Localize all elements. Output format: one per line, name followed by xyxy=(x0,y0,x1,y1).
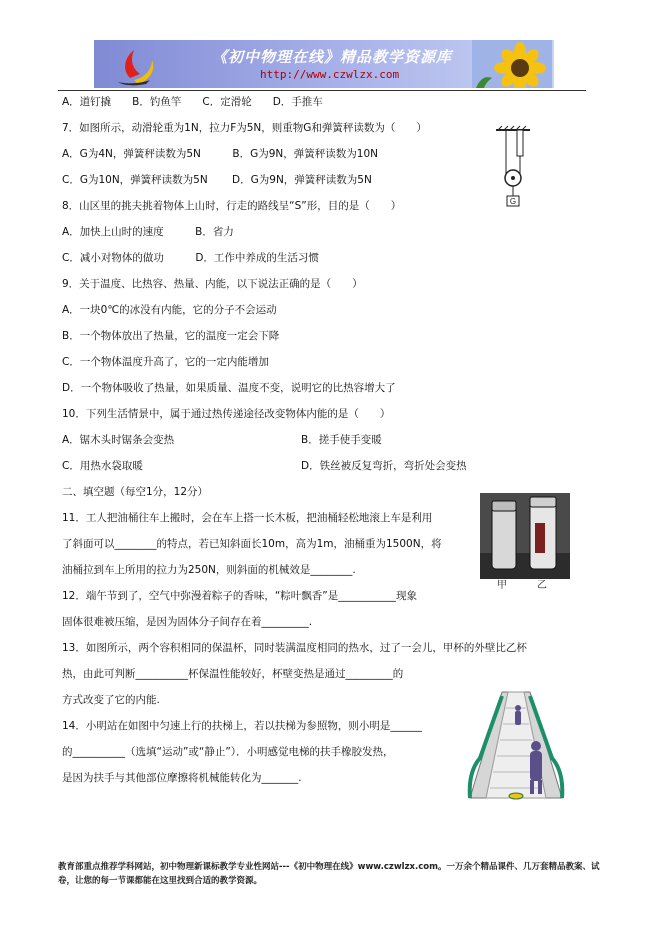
cup-label-jia: 甲 xyxy=(497,580,507,589)
escalator-illustration xyxy=(466,688,566,804)
header-rule xyxy=(58,90,586,91)
q10-option-a: A．锯木头时锯条会变热 xyxy=(62,434,175,446)
q14-line2: 的__________（选填“运动”或“静止”）．小明感觉电梯的扶手橡胶发热， xyxy=(62,746,394,758)
q6-options: A．道钉撬 B．钓鱼竿 C．定滑轮 D．手推车 xyxy=(62,96,323,108)
q12-line1: 12．端午节到了，空气中弥漫着粽子的香味，“粽叶飘香”是___________现象 xyxy=(62,590,417,602)
page-footer: 教育部重点推荐学科网站，初中物理新课标教学专业性网站---《初中物理在线》www.czwlzx.com。一万余个精品课件、几万套精品教案、试卷，让您的每一节课都能在这里找到合适的教学资源。 xyxy=(58,862,600,886)
q9-option-c: C．一个物体温度升高了，它的一定内能增加 xyxy=(62,356,269,368)
banner-url: http://www.czwlzx.com xyxy=(260,68,400,81)
pulley-diagram xyxy=(490,124,536,212)
banner-title: 《初中物理在线》精品教学资源库 xyxy=(212,48,453,66)
q10-option-d: D．铁丝被反复弯折，弯折处会变热 xyxy=(301,460,467,472)
pulley-weight-label: G xyxy=(509,197,517,206)
q14-line3: 是因为扶手与其他部位摩擦将机械能转化为_______. xyxy=(62,772,302,784)
q7-options-ab: A．G为4N，弹簧秤读数为5N B．G为9N，弹簧秤读数为10N xyxy=(62,148,378,160)
cup-label-yi: 乙 xyxy=(537,580,547,589)
q7-options-cd: C．G为10N，弹簧秤读数为5N D．G为9N，弹簧秤读数为5N xyxy=(62,174,372,186)
q12-line2: 固体很难被压缩，是因为固体分子间存在着_________. xyxy=(62,616,313,628)
header-banner xyxy=(94,40,554,88)
q11-line3: 油桶拉到车上所用的拉力为250N，则斜面的机械效是________. xyxy=(62,564,356,576)
q10-stem: 10．下列生活情景中，属于通过热传递途径改变物体内能的是（ ） xyxy=(62,408,391,420)
q7-stem: 7．如图所示，动滑轮重为1N，拉力F为5N，则重物G和弹簧秤读数为（ ） xyxy=(62,122,427,134)
q11-line1: 11．工人把油桶往车上搬时，会在车上搭一长木板，把油桶轻松地滚上车是利用 xyxy=(62,512,433,524)
q13-line3: 方式改变了它的内能. xyxy=(62,694,160,706)
q9-option-b: B．一个物体放出了热量，它的温度一定会下降 xyxy=(62,330,280,342)
q8-stem: 8．山区里的挑夫挑着物体上山时，行走的路线呈“S”形，目的是（ ） xyxy=(62,200,402,212)
q13-line2: 热，由此可判断__________杯保温性能较好，杯壁变热是通过_________的 xyxy=(62,668,404,680)
q10-option-b: B．搓手使手变暖 xyxy=(301,434,382,446)
thermos-cups-photo xyxy=(480,493,570,589)
q9-stem: 9．关于温度、比热容、热量、内能，以下说法正确的是（ ） xyxy=(62,278,363,290)
section-fill-in-title: 二、填空题（每空1分，12分） xyxy=(62,486,209,498)
q8-options-cd: C．减小对物体的做功 D．工作中养成的生活习惯 xyxy=(62,252,319,264)
q9-option-a: A．一块0℃的冰没有内能，它的分子不会运动 xyxy=(62,304,277,316)
q9-option-d: D．一个物体吸收了热量，如果质量、温度不变，说明它的比热容增大了 xyxy=(62,382,396,394)
q10-option-c: C．用热水袋取暖 xyxy=(62,460,143,472)
q13-line1: 13．如图所示，两个容积相同的保温杯，同时装满温度相同的热水，过了一会儿，甲杯的外壁比乙杯 xyxy=(62,642,527,654)
site-logo-icon xyxy=(100,42,168,86)
q11-line2: 了斜面可以________的特点，若已知斜面长10m，高为1m，油桶重为1500N，将 xyxy=(62,538,442,550)
q8-options-ab: A．加快上山时的速度 B．省力 xyxy=(62,226,234,238)
sunflower-icon xyxy=(472,40,552,88)
q14-line1: 14．小明站在如图中匀速上行的扶梯上，若以扶梯为参照物，则小明是______ xyxy=(62,720,422,732)
